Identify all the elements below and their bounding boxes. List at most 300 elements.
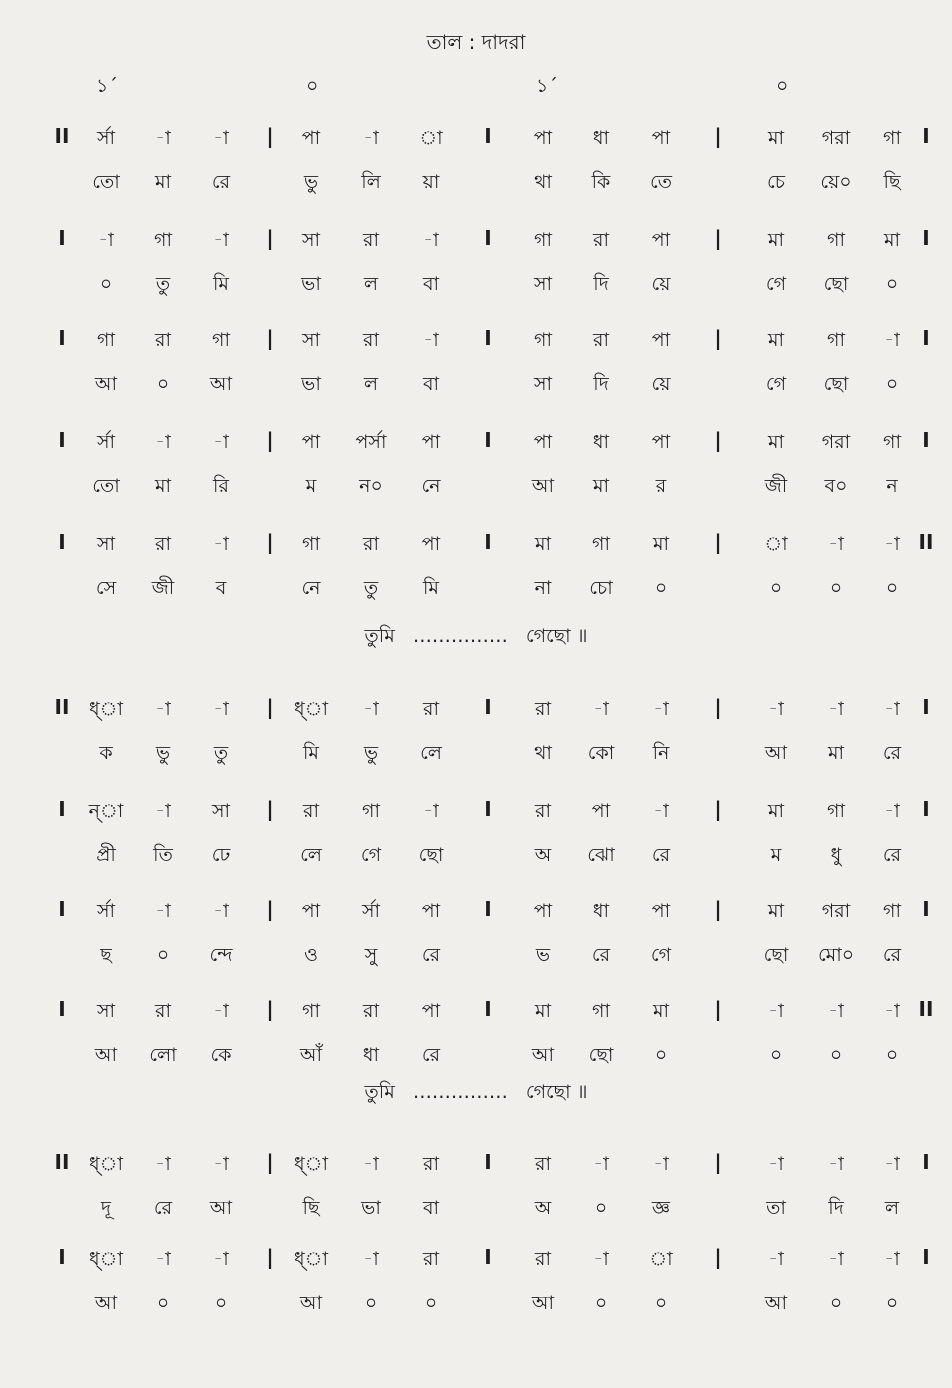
row-tail-marker: I: [922, 428, 930, 452]
lyric-syllable: তো: [92, 475, 120, 497]
row-tail-marker: I: [922, 897, 930, 921]
note-cell: পা: [301, 127, 321, 149]
note-cell: গা: [97, 329, 115, 351]
lyric-syllable: থা: [534, 742, 552, 764]
bar-divider: |: [266, 797, 274, 821]
lyric-row: [0, 1194, 952, 1224]
row-tail-marker: I: [922, 226, 930, 250]
lyric-syllable: ল: [884, 1197, 900, 1219]
note-cell: -া: [363, 1248, 379, 1270]
note-cell: পা: [651, 127, 671, 149]
lyric-syllable: ছো: [588, 1044, 614, 1066]
note-cell: গা: [302, 533, 320, 555]
bar-divider: |: [714, 530, 722, 554]
note-cell: গা: [362, 800, 380, 822]
note-cell: -া: [423, 329, 439, 351]
row-lead-marker: II: [54, 1150, 70, 1174]
note-cell: -া: [213, 698, 229, 720]
lyric-syllable: জী: [764, 475, 788, 497]
note-cell: ধ্া: [89, 1248, 123, 1270]
note-cell: ন্া: [88, 800, 124, 822]
lyric-syllable: ব: [215, 577, 227, 599]
bar-divider: I: [484, 124, 492, 148]
note-cell: ধ্া: [89, 698, 123, 720]
note-cell: পা: [421, 533, 441, 555]
note-cell: -া: [768, 1153, 784, 1175]
note-cell: পা: [651, 900, 671, 922]
lyric-row: [0, 574, 952, 604]
bar-divider: |: [266, 997, 274, 1021]
lyric-syllable: মা: [827, 742, 845, 764]
lyric-syllable: ধা: [362, 1044, 380, 1066]
lyric-syllable: ০: [769, 1044, 783, 1066]
bar-divider: |: [714, 1245, 722, 1269]
lyric-syllable: য়ে: [651, 273, 671, 295]
lyric-syllable: তা: [766, 1197, 786, 1219]
note-cell: গা: [827, 800, 845, 822]
bar-divider: I: [484, 797, 492, 821]
bar-divider: |: [266, 695, 274, 719]
lyric-syllable: মি: [423, 577, 439, 599]
lyric-syllable: মি: [213, 273, 229, 295]
note-cell: রা: [423, 1248, 439, 1270]
note-cell: -া: [653, 698, 669, 720]
note-row: [0, 124, 952, 154]
lyric-syllable: ০: [594, 1197, 608, 1219]
note-cell: ধ্া: [89, 1153, 123, 1175]
note-cell: রা: [593, 329, 609, 351]
refrain-line-1: [0, 622, 952, 654]
lyric-syllable: কো: [587, 742, 615, 764]
lyric-syllable: ল: [363, 373, 379, 395]
lyric-syllable: নি: [652, 742, 670, 764]
note-cell: -া: [213, 900, 229, 922]
note-cell: পা: [651, 431, 671, 453]
row-lead-marker: I: [58, 530, 66, 554]
lyric-syllable: জ্ঞ: [651, 1197, 671, 1219]
bar-divider: |: [266, 124, 274, 148]
bar-divider: |: [714, 326, 722, 350]
note-cell: -া: [884, 800, 900, 822]
lyric-syllable: দি: [593, 273, 609, 295]
lyric-syllable: কে: [210, 1044, 232, 1066]
lyric-syllable: ০: [885, 373, 899, 395]
note-cell: সা: [301, 229, 321, 251]
bar-divider: I: [484, 326, 492, 350]
note-cell: রা: [155, 1000, 171, 1022]
lyric-syllable: রে: [421, 1044, 441, 1066]
note-row: [0, 797, 952, 827]
note-cell: -া: [155, 127, 171, 149]
note-cell: র্সা: [96, 900, 116, 922]
row-lead-marker: II: [54, 124, 70, 148]
lyric-syllable: আ: [94, 373, 118, 395]
lyric-syllable: ০: [654, 1292, 668, 1314]
lyric-syllable: ০: [654, 1044, 668, 1066]
lyric-syllable: আ: [209, 1197, 233, 1219]
beat-marker-3: ১´: [536, 75, 558, 97]
lyric-syllable: আ: [299, 1292, 323, 1314]
lyric-syllable: ভু: [303, 171, 319, 193]
lyric-syllable: রে: [882, 742, 902, 764]
note-cell: পা: [591, 800, 611, 822]
lyric-syllable: অ: [534, 1197, 552, 1219]
note-cell: রা: [535, 800, 551, 822]
lyric-syllable: ছো: [823, 273, 849, 295]
lyric-syllable: ০: [156, 373, 170, 395]
note-cell: -া: [884, 1000, 900, 1022]
lyric-syllable: ভা: [301, 373, 321, 395]
refrain-dots: ……………: [412, 1081, 508, 1103]
note-cell: া: [764, 533, 788, 555]
bar-divider: |: [714, 124, 722, 148]
note-cell: -া: [828, 1153, 844, 1175]
lyric-syllable: সা: [533, 273, 553, 295]
lyric-syllable: রে: [421, 944, 441, 966]
note-cell: -া: [155, 1248, 171, 1270]
lyric-syllable: ০: [214, 1292, 228, 1314]
note-cell: -া: [155, 900, 171, 922]
lyric-syllable: থা: [534, 171, 552, 193]
note-cell: -া: [593, 1248, 609, 1270]
row-lead-marker: I: [58, 226, 66, 250]
note-cell: গা: [592, 1000, 610, 1022]
note-cell: পা: [533, 127, 553, 149]
lyric-syllable: ০: [829, 1292, 843, 1314]
note-cell: সা: [96, 533, 116, 555]
lyric-syllable: ন: [886, 475, 898, 497]
lyric-syllable: ০: [156, 1292, 170, 1314]
lyric-syllable: লো: [149, 1044, 177, 1066]
note-row: [0, 1245, 952, 1275]
note-cell: -া: [884, 1248, 900, 1270]
lyric-syllable: ছি: [883, 171, 901, 193]
lyric-syllable: ল: [363, 273, 379, 295]
row-lead-marker: I: [58, 897, 66, 921]
lyric-syllable: আ: [531, 475, 555, 497]
lyric-syllable: ধু: [830, 844, 842, 866]
lyric-syllable: য়ে০: [820, 171, 852, 193]
note-cell: -া: [828, 533, 844, 555]
lyric-row: [0, 370, 952, 400]
note-cell: গা: [883, 127, 901, 149]
note-cell: -া: [768, 698, 784, 720]
lyric-row: [0, 941, 952, 971]
bar-divider: I: [484, 530, 492, 554]
note-cell: -া: [593, 1153, 609, 1175]
note-cell: মা: [767, 127, 785, 149]
note-cell: মা: [767, 800, 785, 822]
note-cell: -া: [423, 800, 439, 822]
lyric-syllable: আ: [764, 742, 788, 764]
lyric-syllable: রি: [213, 475, 229, 497]
lyric-syllable: তে: [650, 171, 672, 193]
lyric-syllable: রে: [651, 844, 671, 866]
note-cell: মা: [652, 1000, 670, 1022]
lyric-syllable: ০: [885, 1044, 899, 1066]
lyric-syllable: সু: [364, 944, 378, 966]
bar-divider: |: [266, 1245, 274, 1269]
note-cell: পা: [651, 229, 671, 251]
lyric-syllable: মি: [303, 742, 319, 764]
row-lead-marker: II: [54, 695, 70, 719]
lyric-syllable: সে: [95, 577, 117, 599]
lyric-syllable: গে: [765, 273, 787, 295]
note-cell: পা: [421, 900, 441, 922]
note-cell: -া: [363, 127, 379, 149]
note-cell: -া: [768, 1000, 784, 1022]
bar-divider: I: [484, 1245, 492, 1269]
note-cell: -া: [423, 229, 439, 251]
note-cell: গা: [534, 229, 552, 251]
note-cell: -া: [213, 229, 229, 251]
note-row: [0, 997, 952, 1027]
lyric-syllable: ০: [885, 1292, 899, 1314]
note-cell: গরা: [821, 431, 851, 453]
lyric-syllable: মা: [592, 475, 610, 497]
lyric-syllable: রে: [153, 1197, 173, 1219]
lyric-syllable: গে: [765, 373, 787, 395]
bar-divider: |: [266, 530, 274, 554]
lyric-syllable: ০: [885, 273, 899, 295]
lyric-syllable: দি: [593, 373, 609, 395]
bar-divider: I: [484, 226, 492, 250]
row-tail-marker: I: [922, 1150, 930, 1174]
bar-divider: I: [484, 1150, 492, 1174]
note-cell: -া: [213, 1248, 229, 1270]
note-cell: রা: [423, 1153, 439, 1175]
note-cell: রা: [363, 1000, 379, 1022]
lyric-syllable: ০: [99, 273, 113, 295]
lyric-syllable: ০: [654, 577, 668, 599]
note-cell: মা: [534, 1000, 552, 1022]
note-cell: -া: [98, 229, 114, 251]
lyric-syllable: বা: [422, 273, 440, 295]
bar-divider: |: [714, 695, 722, 719]
note-cell: গা: [883, 900, 901, 922]
lyric-syllable: ভু: [155, 742, 171, 764]
note-cell: -া: [213, 533, 229, 555]
bar-divider: I: [484, 695, 492, 719]
lyric-syllable: ভা: [301, 273, 321, 295]
lyric-syllable: ক: [99, 742, 113, 764]
lyric-syllable: মা: [154, 475, 172, 497]
note-cell: র্সা: [361, 900, 381, 922]
row-lead-marker: I: [58, 797, 66, 821]
bar-divider: |: [714, 226, 722, 250]
lyric-syllable: আঁ: [299, 1044, 323, 1066]
lyric-syllable: র: [655, 475, 667, 497]
note-cell: -া: [884, 698, 900, 720]
note-row: [0, 326, 952, 356]
note-cell: পা: [421, 1000, 441, 1022]
note-cell: রা: [155, 533, 171, 555]
lyric-syllable: না: [534, 577, 552, 599]
note-cell: ধা: [592, 127, 610, 149]
bar-divider: |: [714, 997, 722, 1021]
row-tail-marker: II: [918, 530, 934, 554]
lyric-syllable: ছ: [100, 944, 112, 966]
note-cell: মা: [883, 229, 901, 251]
note-cell: -া: [768, 1248, 784, 1270]
note-cell: -া: [213, 431, 229, 453]
note-cell: সা: [211, 800, 231, 822]
lyric-syllable: ম: [305, 475, 317, 497]
note-cell: রা: [423, 698, 439, 720]
note-cell: মা: [767, 900, 785, 922]
note-cell: সা: [301, 329, 321, 351]
lyric-syllable: নে: [301, 577, 321, 599]
note-cell: -া: [155, 431, 171, 453]
lyric-syllable: আ: [209, 373, 233, 395]
note-cell: সা: [96, 1000, 116, 1022]
lyric-syllable: অ: [534, 844, 552, 866]
note-cell: রা: [363, 533, 379, 555]
lyric-syllable: লে: [300, 844, 322, 866]
note-cell: মা: [652, 533, 670, 555]
row-lead-marker: I: [58, 428, 66, 452]
refrain-start: তুমি: [364, 625, 395, 647]
beat-marker-1: ১´: [96, 75, 118, 97]
beat-marker-2: ০: [306, 75, 319, 97]
lyric-syllable: ম: [770, 844, 782, 866]
lyric-syllable: ভ: [535, 944, 551, 966]
lyric-syllable: ০: [829, 1044, 843, 1066]
note-cell: া: [649, 1248, 673, 1270]
lyric-row: [0, 739, 952, 769]
page-title: তাল : দাদরা: [426, 30, 526, 54]
bar-divider: |: [266, 1150, 274, 1174]
lyric-syllable: য়ে: [651, 373, 671, 395]
note-cell: গা: [827, 229, 845, 251]
lyric-syllable: বা: [422, 1197, 440, 1219]
lyric-row: [0, 841, 952, 871]
lyric-syllable: আ: [94, 1044, 118, 1066]
lyric-syllable: ছি: [302, 1197, 320, 1219]
lyric-syllable: সা: [533, 373, 553, 395]
bar-divider: |: [266, 326, 274, 350]
lyric-syllable: মো০: [817, 944, 855, 966]
row-tail-marker: I: [922, 124, 930, 148]
lyric-syllable: তু: [363, 577, 379, 599]
note-cell: -া: [593, 698, 609, 720]
note-cell: -া: [884, 1153, 900, 1175]
lyric-syllable: দূ: [101, 1197, 111, 1219]
note-cell: ধা: [592, 900, 610, 922]
refrain-end: গেছো ॥: [525, 1081, 588, 1103]
note-cell: মা: [767, 229, 785, 251]
note-cell: পা: [301, 900, 321, 922]
bar-divider: I: [484, 428, 492, 452]
lyric-row: [0, 1041, 952, 1071]
note-cell: -া: [828, 698, 844, 720]
note-cell: গরা: [821, 900, 851, 922]
note-cell: -া: [363, 1153, 379, 1175]
note-cell: গরা: [821, 127, 851, 149]
lyric-syllable: রে: [591, 944, 611, 966]
note-cell: পর্সা: [355, 431, 387, 453]
note-cell: রা: [535, 698, 551, 720]
note-cell: -া: [653, 1153, 669, 1175]
lyric-syllable: ন০: [359, 475, 383, 497]
row-tail-marker: I: [922, 695, 930, 719]
lyric-syllable: আ: [94, 1292, 118, 1314]
lyric-syllable: ঝো: [587, 844, 615, 866]
note-cell: ধ্া: [294, 698, 328, 720]
row-tail-marker: I: [922, 326, 930, 350]
note-cell: গা: [592, 533, 610, 555]
note-cell: গা: [827, 329, 845, 351]
note-cell: পা: [421, 431, 441, 453]
note-cell: রা: [363, 329, 379, 351]
note-cell: া: [419, 127, 443, 149]
bar-divider: I: [484, 997, 492, 1021]
note-cell: মা: [534, 533, 552, 555]
note-cell: পা: [533, 900, 553, 922]
lyric-syllable: ভা: [361, 1197, 381, 1219]
note-row: [0, 530, 952, 560]
note-cell: রা: [155, 329, 171, 351]
row-tail-marker: I: [922, 1245, 930, 1269]
lyric-syllable: ০: [885, 577, 899, 599]
lyric-syllable: ০: [424, 1292, 438, 1314]
note-cell: রা: [593, 229, 609, 251]
note-cell: -া: [155, 1153, 171, 1175]
lyric-syllable: দি: [828, 1197, 844, 1219]
lyric-syllable: তু: [213, 742, 229, 764]
refrain-line-2: [0, 1078, 952, 1110]
bar-divider: |: [714, 797, 722, 821]
note-row: [0, 695, 952, 725]
lyric-syllable: কি: [591, 171, 611, 193]
bar-divider: |: [714, 1150, 722, 1174]
lyric-syllable: ন্দে: [209, 944, 233, 966]
lyric-syllable: আ: [531, 1292, 555, 1314]
note-row: [0, 428, 952, 458]
note-cell: গা: [154, 229, 172, 251]
row-lead-marker: I: [58, 997, 66, 1021]
row-tail-marker: I: [922, 797, 930, 821]
lyric-syllable: লে: [420, 742, 442, 764]
note-cell: ধ্া: [294, 1248, 328, 1270]
lyric-syllable: রে: [882, 844, 902, 866]
lyric-syllable: ও: [304, 944, 318, 966]
lyric-syllable: ০: [829, 577, 843, 599]
note-cell: রা: [363, 229, 379, 251]
note-cell: ধ্া: [294, 1153, 328, 1175]
note-cell: -া: [828, 1248, 844, 1270]
lyric-syllable: গে: [360, 844, 382, 866]
note-cell: -া: [884, 533, 900, 555]
note-cell: রা: [535, 1153, 551, 1175]
lyric-syllable: ব০: [824, 475, 848, 497]
lyric-syllable: য়া: [422, 171, 440, 193]
lyric-syllable: বা: [422, 373, 440, 395]
lyric-syllable: তু: [155, 273, 171, 295]
lyric-syllable: তো: [92, 171, 120, 193]
bar-divider: |: [266, 428, 274, 452]
note-row: [0, 226, 952, 256]
note-cell: -া: [653, 800, 669, 822]
lyric-row: [0, 472, 952, 502]
row-lead-marker: I: [58, 326, 66, 350]
lyric-syllable: ০: [156, 944, 170, 966]
lyric-syllable: ছো: [418, 844, 444, 866]
bar-divider: |: [714, 897, 722, 921]
refrain-end: গেছো ॥: [525, 625, 588, 647]
bar-divider: |: [266, 897, 274, 921]
lyric-syllable: রে: [211, 171, 231, 193]
